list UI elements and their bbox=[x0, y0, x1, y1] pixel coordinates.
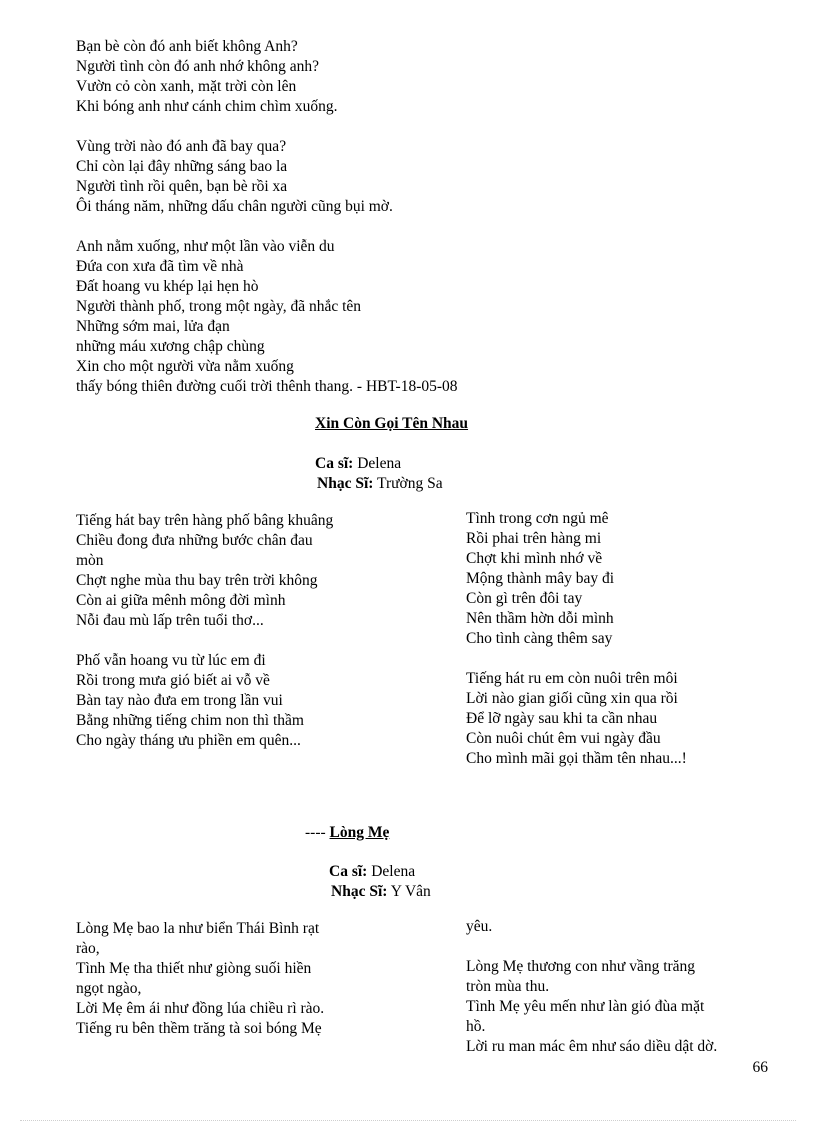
lyric-line: yêu. bbox=[466, 918, 493, 935]
page-bottom-rule bbox=[20, 1120, 796, 1121]
song1-left-column bbox=[76, 511, 333, 751]
lyric-line: Bằng những tiếng chim non thì thầm bbox=[76, 712, 304, 729]
poem-line: Người thành phố, trong một ngày, đã nhắc tên bbox=[76, 298, 362, 315]
singer-name: Delena bbox=[357, 455, 402, 472]
poem-line: Chỉ còn lại đây những sáng bao la bbox=[76, 158, 288, 175]
lyric-line: Nỗi đau mù lấp trên tuổi thơ... bbox=[76, 612, 264, 629]
lyric-line: Tiếng hát ru em còn nuôi trên môi bbox=[466, 670, 678, 687]
lyric-line: Tình trong cơn ngủ mê bbox=[466, 510, 609, 527]
lyric-line: Cho ngày tháng ưu phiền em quên... bbox=[76, 732, 301, 749]
lyric-line: Rồi trong mưa gió biết ai vỗ về bbox=[76, 672, 270, 689]
song2-left-column bbox=[76, 919, 324, 1039]
composer-label: Nhạc Sĩ: bbox=[331, 883, 388, 900]
poem-line: Đứa con xưa đã tìm về nhà bbox=[76, 258, 244, 275]
lyric-line: tròn mùa thu. bbox=[466, 978, 550, 995]
lyric-line: Lời nào gian giối cũng xin qua rồi bbox=[466, 690, 678, 707]
poem-line: Những sớm mai, lửa đạn bbox=[76, 318, 230, 335]
poem-line: Bạn bè còn đó anh biết không Anh? bbox=[76, 38, 298, 55]
lyric-line: Tình Mẹ tha thiết như giòng suối hiền bbox=[76, 960, 312, 977]
lyric-line: Lòng Mẹ thương con như vầng trăng bbox=[466, 958, 696, 975]
lyric-line: Lời ru man mác êm như sáo diều dật dờ. bbox=[466, 1038, 718, 1055]
singer-credit bbox=[315, 454, 401, 474]
poem-line: Người tình còn đó anh nhớ không anh? bbox=[76, 58, 320, 75]
lyric-line: Còn gì trên đôi tay bbox=[466, 590, 583, 607]
composer-label: Nhạc Sĩ: bbox=[317, 475, 374, 492]
lyric-line: ngọt ngào, bbox=[76, 980, 142, 997]
poem-line: Vùng trời nào đó anh đã bay qua? bbox=[76, 138, 287, 155]
lyric-line: Tình Mẹ yêu mến như làn gió đùa mặt bbox=[466, 998, 705, 1015]
lyric-line: Chợt khi mình nhớ về bbox=[466, 550, 603, 567]
poem-line: Đất hoang vu khép lại hẹn hò bbox=[76, 278, 259, 295]
lyric-line: rào, bbox=[76, 940, 100, 957]
lyric-line: Rồi phai trên hàng mi bbox=[466, 530, 602, 547]
singer-name: Delena bbox=[371, 863, 416, 880]
singer-credit bbox=[329, 862, 415, 882]
lyric-line: Tiếng ru bên thềm trăng tà soi bóng Mẹ bbox=[76, 1020, 322, 1037]
lyric-line: Bàn tay nào đưa em trong lần vui bbox=[76, 692, 283, 709]
poem-line: Người tình rồi quên, bạn bè rồi xa bbox=[76, 178, 288, 195]
lyric-line: Chiều đong đưa những bước chân đau bbox=[76, 532, 313, 549]
song-title: Xin Còn Gọi Tên Nhau bbox=[315, 415, 469, 432]
lyric-line: Mộng thành mây bay đi bbox=[466, 570, 615, 587]
lyric-line: Nên thầm hờn dỗi mình bbox=[466, 610, 614, 627]
song-title: Lòng Mẹ bbox=[329, 824, 390, 841]
composer-credit bbox=[317, 474, 443, 494]
lyric-line: Còn nuôi chút êm vui ngày đầu bbox=[466, 730, 661, 747]
composer-name: Y Vân bbox=[390, 883, 431, 900]
lyric-line: Phố vẫn hoang vu từ lúc em đi bbox=[76, 652, 266, 669]
song2-right-column bbox=[466, 917, 717, 1057]
song-title-line bbox=[305, 823, 389, 843]
lyric-line: Tiếng hát bay trên hàng phố bâng khuâng bbox=[76, 512, 334, 529]
poem-end bbox=[76, 37, 458, 397]
page-number: 66 bbox=[752, 1059, 768, 1076]
poem-line: Xin cho một người vừa nằm xuống bbox=[76, 358, 294, 375]
poem-line: Khi bóng anh như cánh chim chìm xuống. bbox=[76, 98, 338, 115]
singer-label: Ca sĩ: bbox=[329, 863, 368, 880]
poem-line: thấy bóng thiên đường cuối trời thênh thang. - HBT-18-05-08 bbox=[76, 378, 458, 395]
lyric-line: Còn ai giữa mênh mông đời mình bbox=[76, 592, 286, 609]
composer-credit bbox=[331, 882, 431, 902]
poem-line: những máu xương chập chùng bbox=[76, 338, 265, 355]
poem-line: Vườn cỏ còn xanh, mặt trời còn lên bbox=[76, 78, 297, 95]
title-prefix: ---- bbox=[305, 824, 326, 841]
lyric-line: Để lỡ ngày sau khi ta cần nhau bbox=[466, 710, 658, 727]
lyric-line: Cho tình càng thêm say bbox=[466, 630, 613, 647]
lyric-line: Lòng Mẹ bao la như biển Thái Bình rạt bbox=[76, 920, 320, 937]
composer-name: Trường Sa bbox=[377, 475, 443, 492]
song1-right-column bbox=[466, 509, 687, 769]
singer-label: Ca sĩ: bbox=[315, 455, 354, 472]
lyric-line: Cho mình mãi gọi thầm tên nhau...! bbox=[466, 750, 687, 767]
lyric-line: mòn bbox=[76, 552, 104, 569]
poem-line: Anh nằm xuống, như một lần vào viễn du bbox=[76, 238, 335, 255]
lyric-line: hồ. bbox=[466, 1018, 486, 1035]
lyric-line: Chợt nghe mùa thu bay trên trời không bbox=[76, 572, 318, 589]
poem-line: Ôi tháng năm, những dấu chân người cũng bụi mờ. bbox=[76, 198, 393, 215]
lyric-line: Lời Mẹ êm ái như đồng lúa chiều rì rào. bbox=[76, 1000, 325, 1017]
